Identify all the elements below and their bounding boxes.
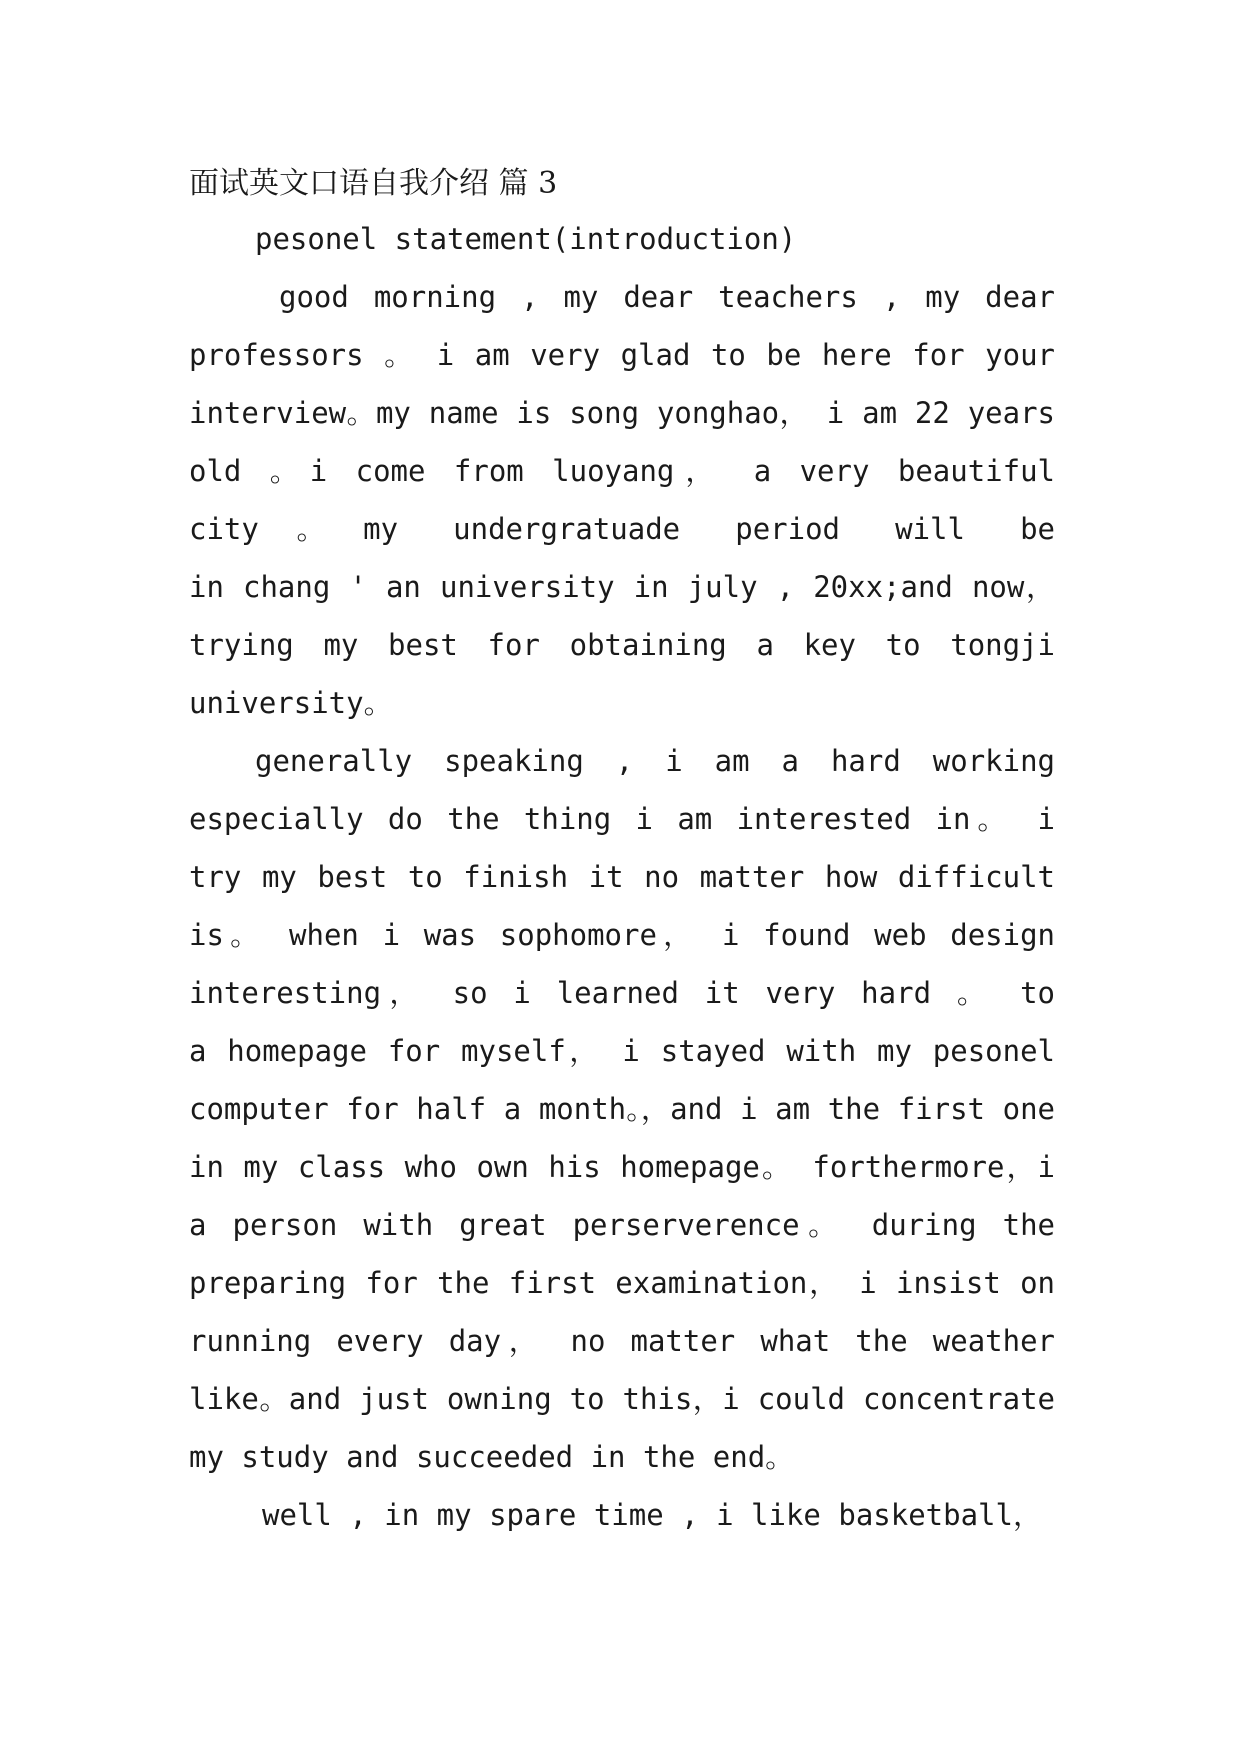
paragraph-1-line: trying my best for obtaining a key to tongji	[189, 628, 1055, 662]
paragraph-1-line: interview。my name is song yonghao， i am 22 years	[189, 396, 1055, 430]
paragraph-2-line: my study and succeeded in the end。	[189, 1440, 795, 1474]
paragraph-1-line: city。my undergratuade period will be	[189, 512, 1055, 546]
paragraph-2-line: try my best to finish it no matter how difficult	[189, 860, 1055, 894]
paragraph-2-line: a homepage for myself， i stayed with my pesonel	[189, 1034, 1055, 1068]
section-heading: 面试英文口语自我介绍 篇 3	[189, 166, 558, 201]
paragraph-2-line: preparing for the first examination， i insist on	[189, 1266, 1055, 1300]
paragraph-1-line: good morning , my dear teachers , my dear	[279, 280, 1055, 314]
paragraph-1-line: university。	[189, 686, 393, 720]
paragraph-2-line: especially do the thing i am interested in。 i	[189, 802, 1055, 836]
paragraph-2-line: a person with great perserverence。 during the	[189, 1208, 1055, 1242]
subtitle: pesonel statement(introduction)	[255, 222, 797, 256]
paragraph-2-line: computer for half a month。，and i am the first one	[189, 1092, 1055, 1126]
paragraph-2-line: generally speaking , i am a hard working	[255, 744, 1055, 778]
paragraph-3-line: well , in my spare time , i like basketball，	[262, 1498, 1042, 1532]
paragraph-2-line: running every day， no matter what the weather	[189, 1324, 1055, 1358]
paragraph-1-line: old 。i come from luoyang， a very beautiful	[189, 454, 1055, 488]
paragraph-1-line: professors 。 i am very glad to be here for your	[189, 338, 1055, 372]
paragraph-2-line: in my class who own his homepage。 forthermore，i	[189, 1150, 1055, 1184]
paragraph-2-line: like。and just owning to this，i could concentrate	[189, 1382, 1055, 1416]
paragraph-1-line: in chang ' an university in july , 20xx;and now，	[189, 570, 1055, 604]
paragraph-2-line: interesting， so i learned it very hard 。 to	[189, 976, 1055, 1010]
paragraph-2-line: is。 when i was sophomore， i found web design	[189, 918, 1055, 952]
